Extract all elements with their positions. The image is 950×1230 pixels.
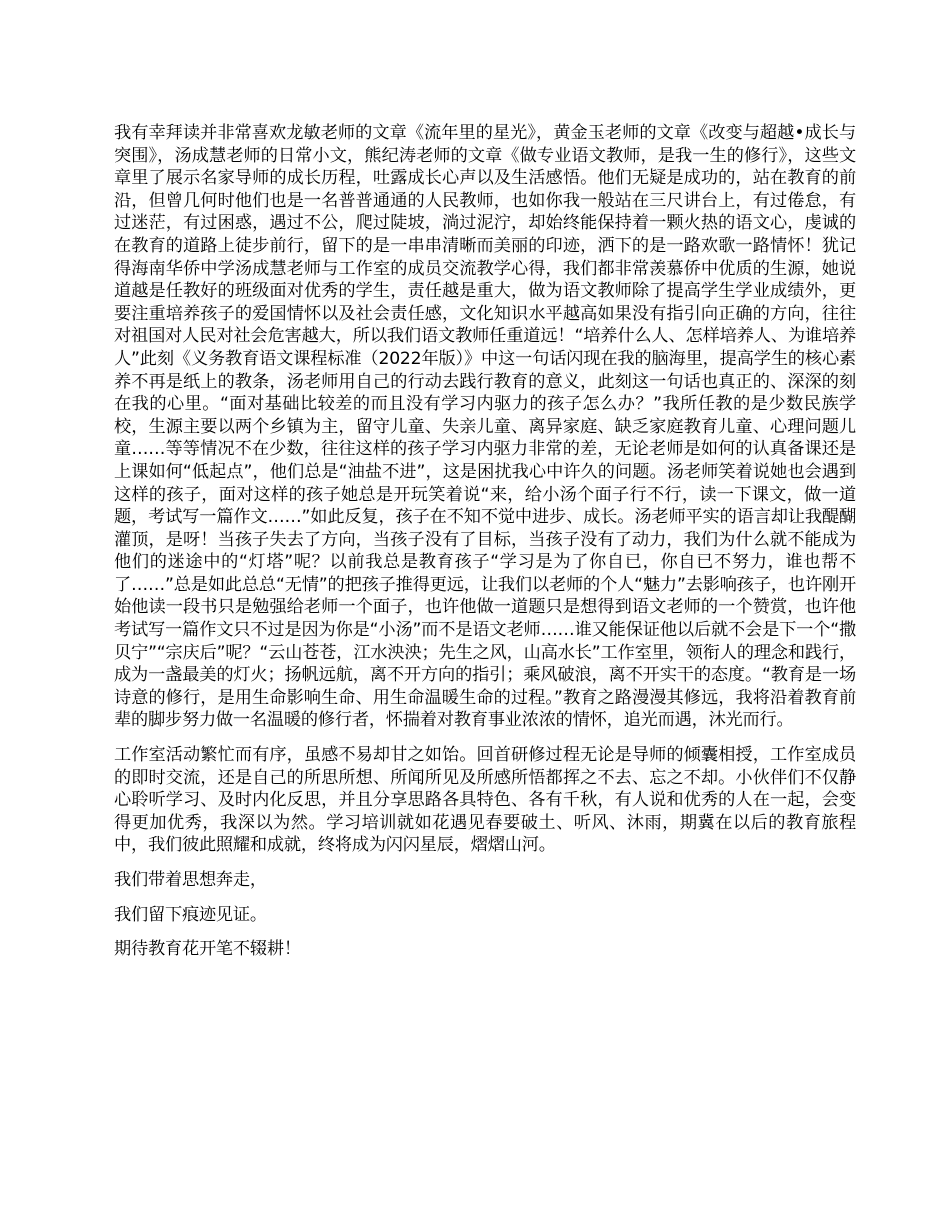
closing-line-2: 我们留下痕迹见证。 — [114, 904, 267, 925]
document-body — [114, 122, 856, 973]
closing-line-1: 我们带着思想奔走， — [114, 870, 267, 890]
body-paragraph-2: 工作室活动繁忙而有序，虽感不易却甘之如饴。回首研修过程无论是导师的倾囊相授，工作室成员的即时交流，还是自己的所思所想、所闻所见及所感所悟都挥之不去、忘之不却。小伙伴们不仅静心聆听学习、及时内化反思，并且分享思路各具特色、各有千秋，有人说和优秀的人在一起，会变得更加优秀，我深以为然。学习培训就如花遇见春要破土、听风、沐雨，期冀在以后的教育旅程中，我们彼此照耀和成就，终将成为闪闪星辰，熠熠山河。 — [114, 745, 856, 856]
closing-line-3: 期待教育花开笔不辍耕！ — [114, 939, 301, 960]
body-paragraph-1: 我有幸拜读并非常喜欢龙敏老师的文章《流年里的星光》，黄金玉老师的文章《改变与超越•成长与突围》，汤成慧老师的日常小文，熊纪涛老师的文章《做专业语文教师，是我一生的修行》，这些文章里了展示名家导师的成长历程，吐露成长心声以及生活感悟。他们无疑是成功的，站在教育的前沿，但曾几何时他们也是一名普普通通的人民教师，也如你我一般站在三尺讲台上，有过倦怠，有过迷茫，有过困惑，遇过不公，爬过陡坡，淌过泥泞，却始终能保持着一颗火热的语文心，虔诚的在教育的道路上徒步前行，留下的是一串串清晰而美丽的印迹，洒下的是一路欢歌一路情怀！犹记得海南华侨中学汤成慧老师与工作室的成员交流教学心得，我们都非常羡慕侨中优质的生源，她说道越是任教好的班级面对优秀的学生，责任越是重大，做为语文教师除了提高学生学业成绩外，更要注重培养孩子的爱国情怀以及社会责任感，文化知识水平越高如果没有指引向正确的方向，往往对祖国对人民对社会危害越大，所以我们语文教师任重道远！“培养什么人、怎样培养人、为谁培养人”此刻《义务教育语文课程标准（2022年版）》中这一句话闪现在我的脑海里，提高学生的核心素养不再是纸上的教条，汤老师用自己的行动去践行教育的意义，此刻这一句话也真正的、深深的刻在我的心里。“面对基础比较差的而且没有学习内驱力的孩子怎么办？”我所任教的是少数民族学校，生源主要以两个乡镇为主，留守儿童、失亲儿童、离异家庭、缺乏家庭教育儿童、心理问题儿童……等等情况不在少数，往往这样的孩子学习内驱力非常的差，无论老师是如何的认真备课还是上课如何“低起点”，他们总是“油盐不进”，这是困扰我心中许久的问题。汤老师笑着说她也会遇到这样的孩子，面对这样的孩子她总是开玩笑着说“来，给小汤个面子行不行，读一下课文，做一道题，考试写一篇作文……”如此反复，孩子在不知不觉中进步、成长。汤老师平实的语言却让我醍醐灌顶，是呀！当孩子失去了方向，当孩子没有了目标，当孩子没有了动力，我们为什么就不能成为他们的迷途中的“灯塔”呢？以前我总是教育孩子“学习是为了你自已，你自已不努力，谁也帮不了……”总是如此总总“无情”的把孩子推得更远，让我们以老师的个人“魅力”去影响孩子，也许刚开始他读一段书只是勉强给老师一个面子，也许他做一道题只是想得到语文老师的一个赞赏，也许他考试写一篇作文只不过是因为你是“小汤”而不是语文老师……谁又能保证他以后就不会是下一个“撒贝宁”“宗庆后”呢？“云山苍苍，江水泱泱；先生之风，山高水长”工作室里，领衔人的理念和践行，成为一盏最美的灯火；扬帆远航，离不开方向的指引；乘风破浪，离不开实干的态度。“教育是一场诗意的修行，是用生命影响生命、用生命温暖生命的过程。”教育之路漫漫其修远，我将沿着教育前辈的脚步努力做一名温暖的修行者，怀揣着对教育事业浓浓的情怀，追光而遇，沐光而行。 — [114, 123, 856, 731]
